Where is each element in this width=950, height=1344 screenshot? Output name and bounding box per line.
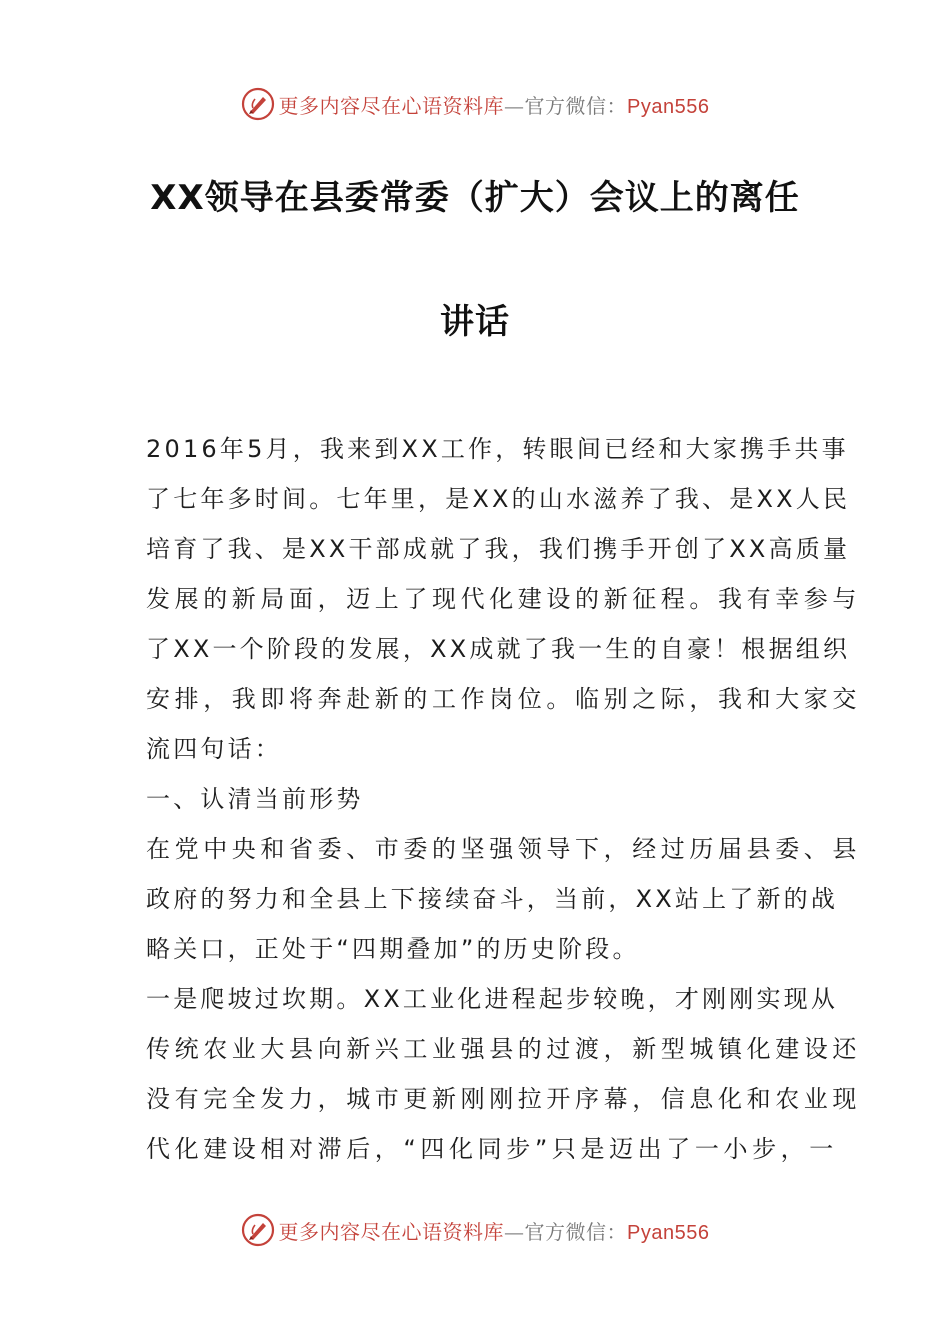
body-line: 流四句话： — [146, 735, 282, 763]
body-line: 发展的新局面，迈上了现代化建设的新征程。我有幸参与 — [146, 585, 861, 613]
document-title-line-2: 讲话 — [440, 302, 510, 342]
pen-logo-icon — [241, 1213, 275, 1247]
body-line: 培育了我、是XX干部成就了我，我们携手开创了XX高质量 — [146, 535, 851, 563]
pen-logo-icon — [241, 87, 275, 121]
body-line: 传统农业大县向新兴工业强县的过渡，新型城镇化建设还 — [146, 1035, 861, 1063]
body-line: 安排，我即将奔赴新的工作岗位。临别之际，我和大家交 — [146, 685, 861, 713]
body-line: 政府的努力和全县上下接续奋斗，当前，XX站上了新的战 — [146, 885, 839, 913]
body-line: 一是爬坡过坎期。XX工业化进程起步较晚，才刚刚实现从 — [146, 985, 839, 1013]
body-line: 没有完全发力，城市更新刚刚拉开序幕，信息化和农业现 — [146, 1085, 861, 1113]
watermark-banner-top — [0, 82, 950, 126]
document-title-line-1: XX领导在县委常委（扩大）会议上的离任 — [150, 178, 800, 218]
body-line: 了XX一个阶段的发展，XX成就了我一生的自豪！根据组织 — [146, 635, 851, 663]
document-body — [146, 424, 861, 1174]
body-line: 代化建设相对滞后，“四化同步”只是迈出了一小步，一 — [146, 1135, 838, 1163]
body-line: 在党中央和省委、市委的坚强领导下，经过历届县委、县 — [146, 835, 861, 863]
body-line: 了七年多时间。七年里，是XX的山水滋养了我、是XX人民 — [146, 485, 851, 513]
body-line: 2016年5月，我来到XX工作，转眼间已经和大家携手共事 — [146, 435, 849, 463]
watermark-text: 更多内容尽在心语资料库—官方微信：Pyan556 — [278, 1219, 710, 1244]
body-line: 略关口，正处于“四期叠加”的历史阶段。 — [146, 935, 640, 963]
section-heading: 一、认清当前形势 — [146, 785, 364, 813]
watermark-banner-bottom — [0, 1208, 950, 1252]
watermark-text: 更多内容尽在心语资料库—官方微信：Pyan556 — [278, 93, 710, 118]
